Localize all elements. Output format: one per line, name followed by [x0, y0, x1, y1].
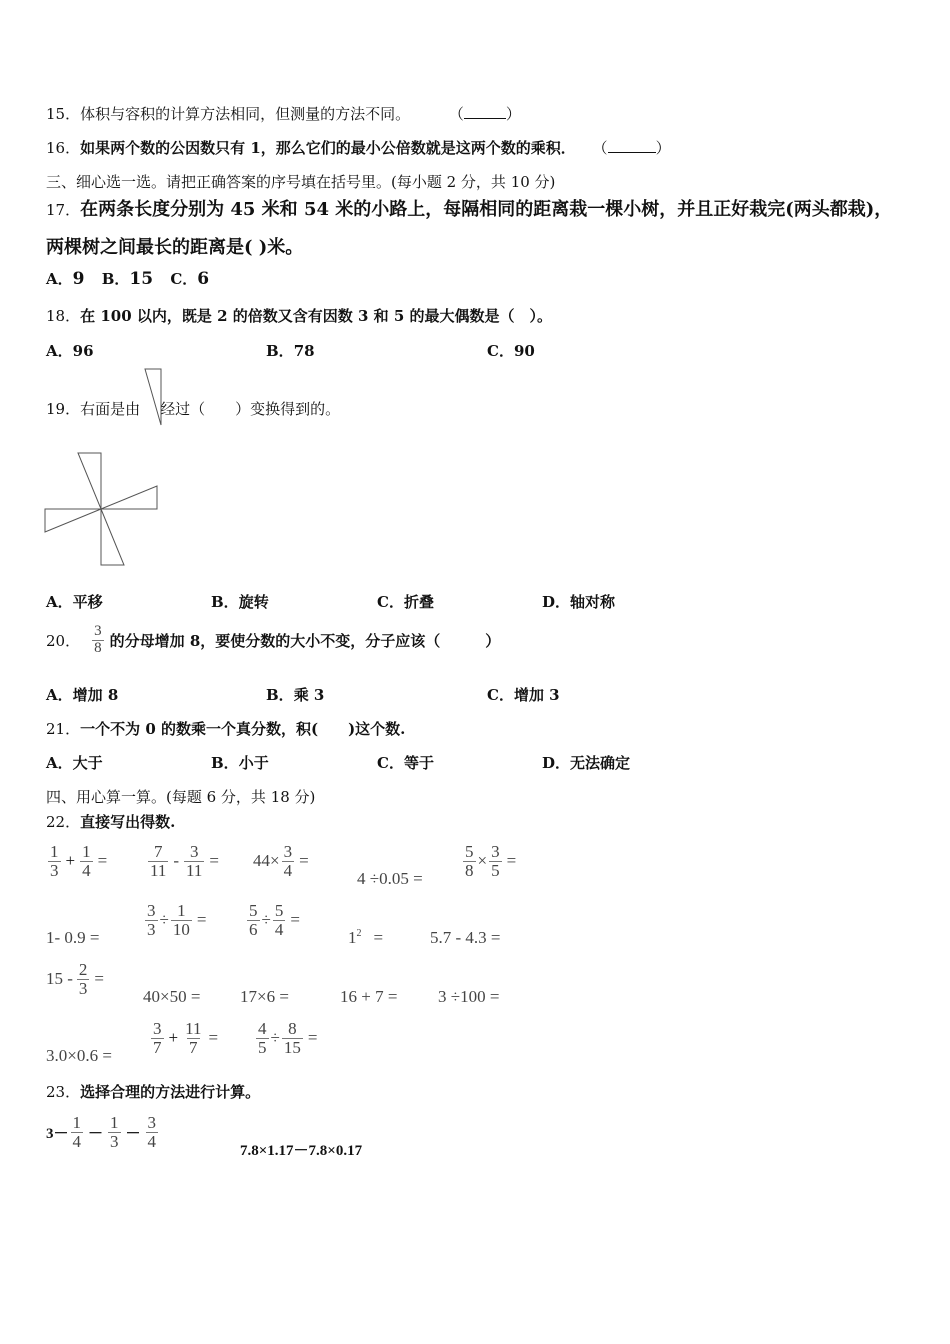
q18-text: 在 100 以内，既是 2 的倍数又含有因数 3 和 5 的最大偶数是（ ）。 — [80, 307, 552, 325]
q17-number: 17． — [46, 201, 81, 219]
q17-option-a-label: A． — [46, 270, 73, 288]
q16-paren-right: ） — [655, 139, 671, 157]
q17-option-b-label: B． — [101, 270, 130, 288]
q23-text: 选择合理的方法进行计算。 — [80, 1083, 261, 1101]
q15-number: 15． — [46, 105, 81, 123]
question-22 — [46, 811, 175, 832]
q19-text-post: 经过（ ）变换得到的。 — [160, 400, 341, 418]
q20-text: 的分母增加 8，要使分数的大小不变，分子应该（ ） — [109, 631, 501, 650]
q17-options — [46, 268, 209, 289]
q23-expr-2: 7.8×1.17－7.8×0.17 — [240, 1143, 363, 1159]
q17-option-c-label: C． — [170, 270, 198, 288]
q15-paren-right: ） — [505, 105, 521, 123]
q17-option-b[interactable]: 15 — [129, 269, 154, 289]
q18-option-b[interactable]: B．78 — [266, 342, 315, 360]
q22-expr-12: 40×50 = — [143, 987, 201, 1006]
q21-option-a[interactable]: A．大于 — [46, 754, 103, 772]
q22-expr-13: 17×6 = — [240, 987, 289, 1006]
q22-expr-2: $\frac{7}{11}$ - $\frac{3}{11}$ = — [150, 842, 220, 880]
q19-option-b[interactable]: B．旋转 — [211, 593, 269, 611]
q20-option-b[interactable]: B．乘 3 — [266, 686, 325, 704]
q23-expr-1: 3－ $\frac{1}{4}$ － $\frac{1}{3}$ － $\frac{3}{4}$ — [46, 1113, 157, 1151]
q18-option-c[interactable]: C．90 — [487, 342, 535, 360]
q22-expr-6: 1- 0.9 = — [46, 928, 100, 947]
question-20 — [46, 624, 500, 657]
q17-text-line1: 在两条长度分别为 45 米和 54 米的小路上，每隔相同的距离栽一棵小树，并且正好栽完(两头都栽)， — [80, 199, 893, 220]
q20-option-c[interactable]: C．增加 3 — [487, 686, 560, 704]
q16-text: 如果两个数的公因数只有 1，那么它们的最小公倍数就是这两个数的乘积． — [80, 139, 576, 157]
q15-answer-blank[interactable] — [464, 118, 506, 119]
q23-number: 23． — [46, 1083, 81, 1101]
q22-expr-8: $\frac{5}{6}$ ÷ $\frac{5}{4}$ = — [249, 901, 300, 939]
q19-option-d[interactable]: D．轴对称 — [542, 593, 616, 611]
q19-text-pre: 右面是由 — [80, 400, 141, 418]
section-4-heading: 四、用心算一算。(每题 6 分，共 18 分) — [46, 788, 316, 806]
q20-fraction: $\frac{3}{8}$ — [94, 623, 102, 656]
q21-number: 21． — [46, 720, 81, 738]
q22-number: 22． — [46, 813, 81, 831]
q16-paren-left: （ — [592, 139, 608, 157]
q21-option-b[interactable]: B．小于 — [211, 754, 269, 772]
q19-rotated-triangles-figure — [44, 452, 160, 568]
question-16 — [46, 137, 671, 158]
q18-number: 18． — [46, 307, 81, 325]
question-19 — [46, 398, 340, 419]
q15-text: 体积与容积的计算方法相同，但测量的方法不同。 — [80, 105, 411, 123]
q19-number: 19． — [46, 400, 81, 418]
q17-text-line2: 两棵树之间最长的距离是( )米。 — [46, 237, 304, 258]
q21-option-d[interactable]: D．无法确定 — [542, 754, 631, 772]
q22-text: 直接写出得数. — [80, 813, 176, 831]
q17-option-c[interactable]: 6 — [197, 269, 210, 289]
question-18 — [46, 305, 552, 326]
q15-paren-left: （ — [448, 105, 464, 123]
q20-number: 20． — [46, 631, 81, 650]
q22-expr-10: 5.7 - 4.3 = — [430, 928, 501, 947]
question-23 — [46, 1081, 260, 1102]
q22-expr-4: 4 ÷0.05 = — [357, 869, 423, 888]
q22-expr-7: $\frac{3}{3}$ ÷ $\frac{1}{10}$ = — [147, 901, 207, 939]
q22-expr-15: 3 ÷100 = — [438, 987, 500, 1006]
q21-option-c[interactable]: C．等于 — [377, 754, 434, 772]
q16-number: 16． — [46, 139, 81, 157]
q22-expr-3: 44 × $\frac{3}{4}$ = — [253, 842, 309, 880]
q22-expr-14: 16 + 7 = — [340, 987, 398, 1006]
section-3-heading: 三、细心选一选。请把正确答案的序号填在括号里。(每小题 2 分，共 10 分) — [46, 173, 556, 191]
q22-expr-5: $\frac{5}{8}$ × $\frac{3}{5}$ = — [465, 842, 517, 880]
question-15 — [46, 103, 521, 124]
q22-expr-18: $\frac{4}{5}$ ÷ $\frac{8}{15}$ = — [258, 1019, 318, 1057]
question-21 — [46, 718, 405, 739]
q22-expr-17: $\frac{3}{7}$ + $\frac{11}{7}$ = — [153, 1019, 219, 1057]
q22-expr-1: $\frac{1}{3}$ + $\frac{1}{4}$ = — [50, 842, 108, 880]
q18-option-a[interactable]: A．96 — [46, 342, 94, 360]
q16-answer-blank[interactable] — [608, 152, 656, 153]
q22-expr-16: 3.0×0.6 = — [46, 1046, 112, 1065]
question-17-line1 — [46, 195, 892, 221]
q22-expr-9: 1 $^2$ = — [348, 928, 384, 947]
q19-option-c[interactable]: C．折叠 — [377, 593, 434, 611]
q19-option-a[interactable]: A．平移 — [46, 593, 103, 611]
q21-text: 一个不为 0 的数乘一个真分数，积( )这个数. — [80, 720, 406, 738]
q20-option-a[interactable]: A．增加 8 — [46, 686, 119, 704]
q19-small-triangle-figure — [143, 368, 165, 428]
q17-option-a[interactable]: 9 — [72, 269, 85, 289]
q22-expr-11: 15 - $\frac{2}{3}$ = — [46, 960, 105, 998]
